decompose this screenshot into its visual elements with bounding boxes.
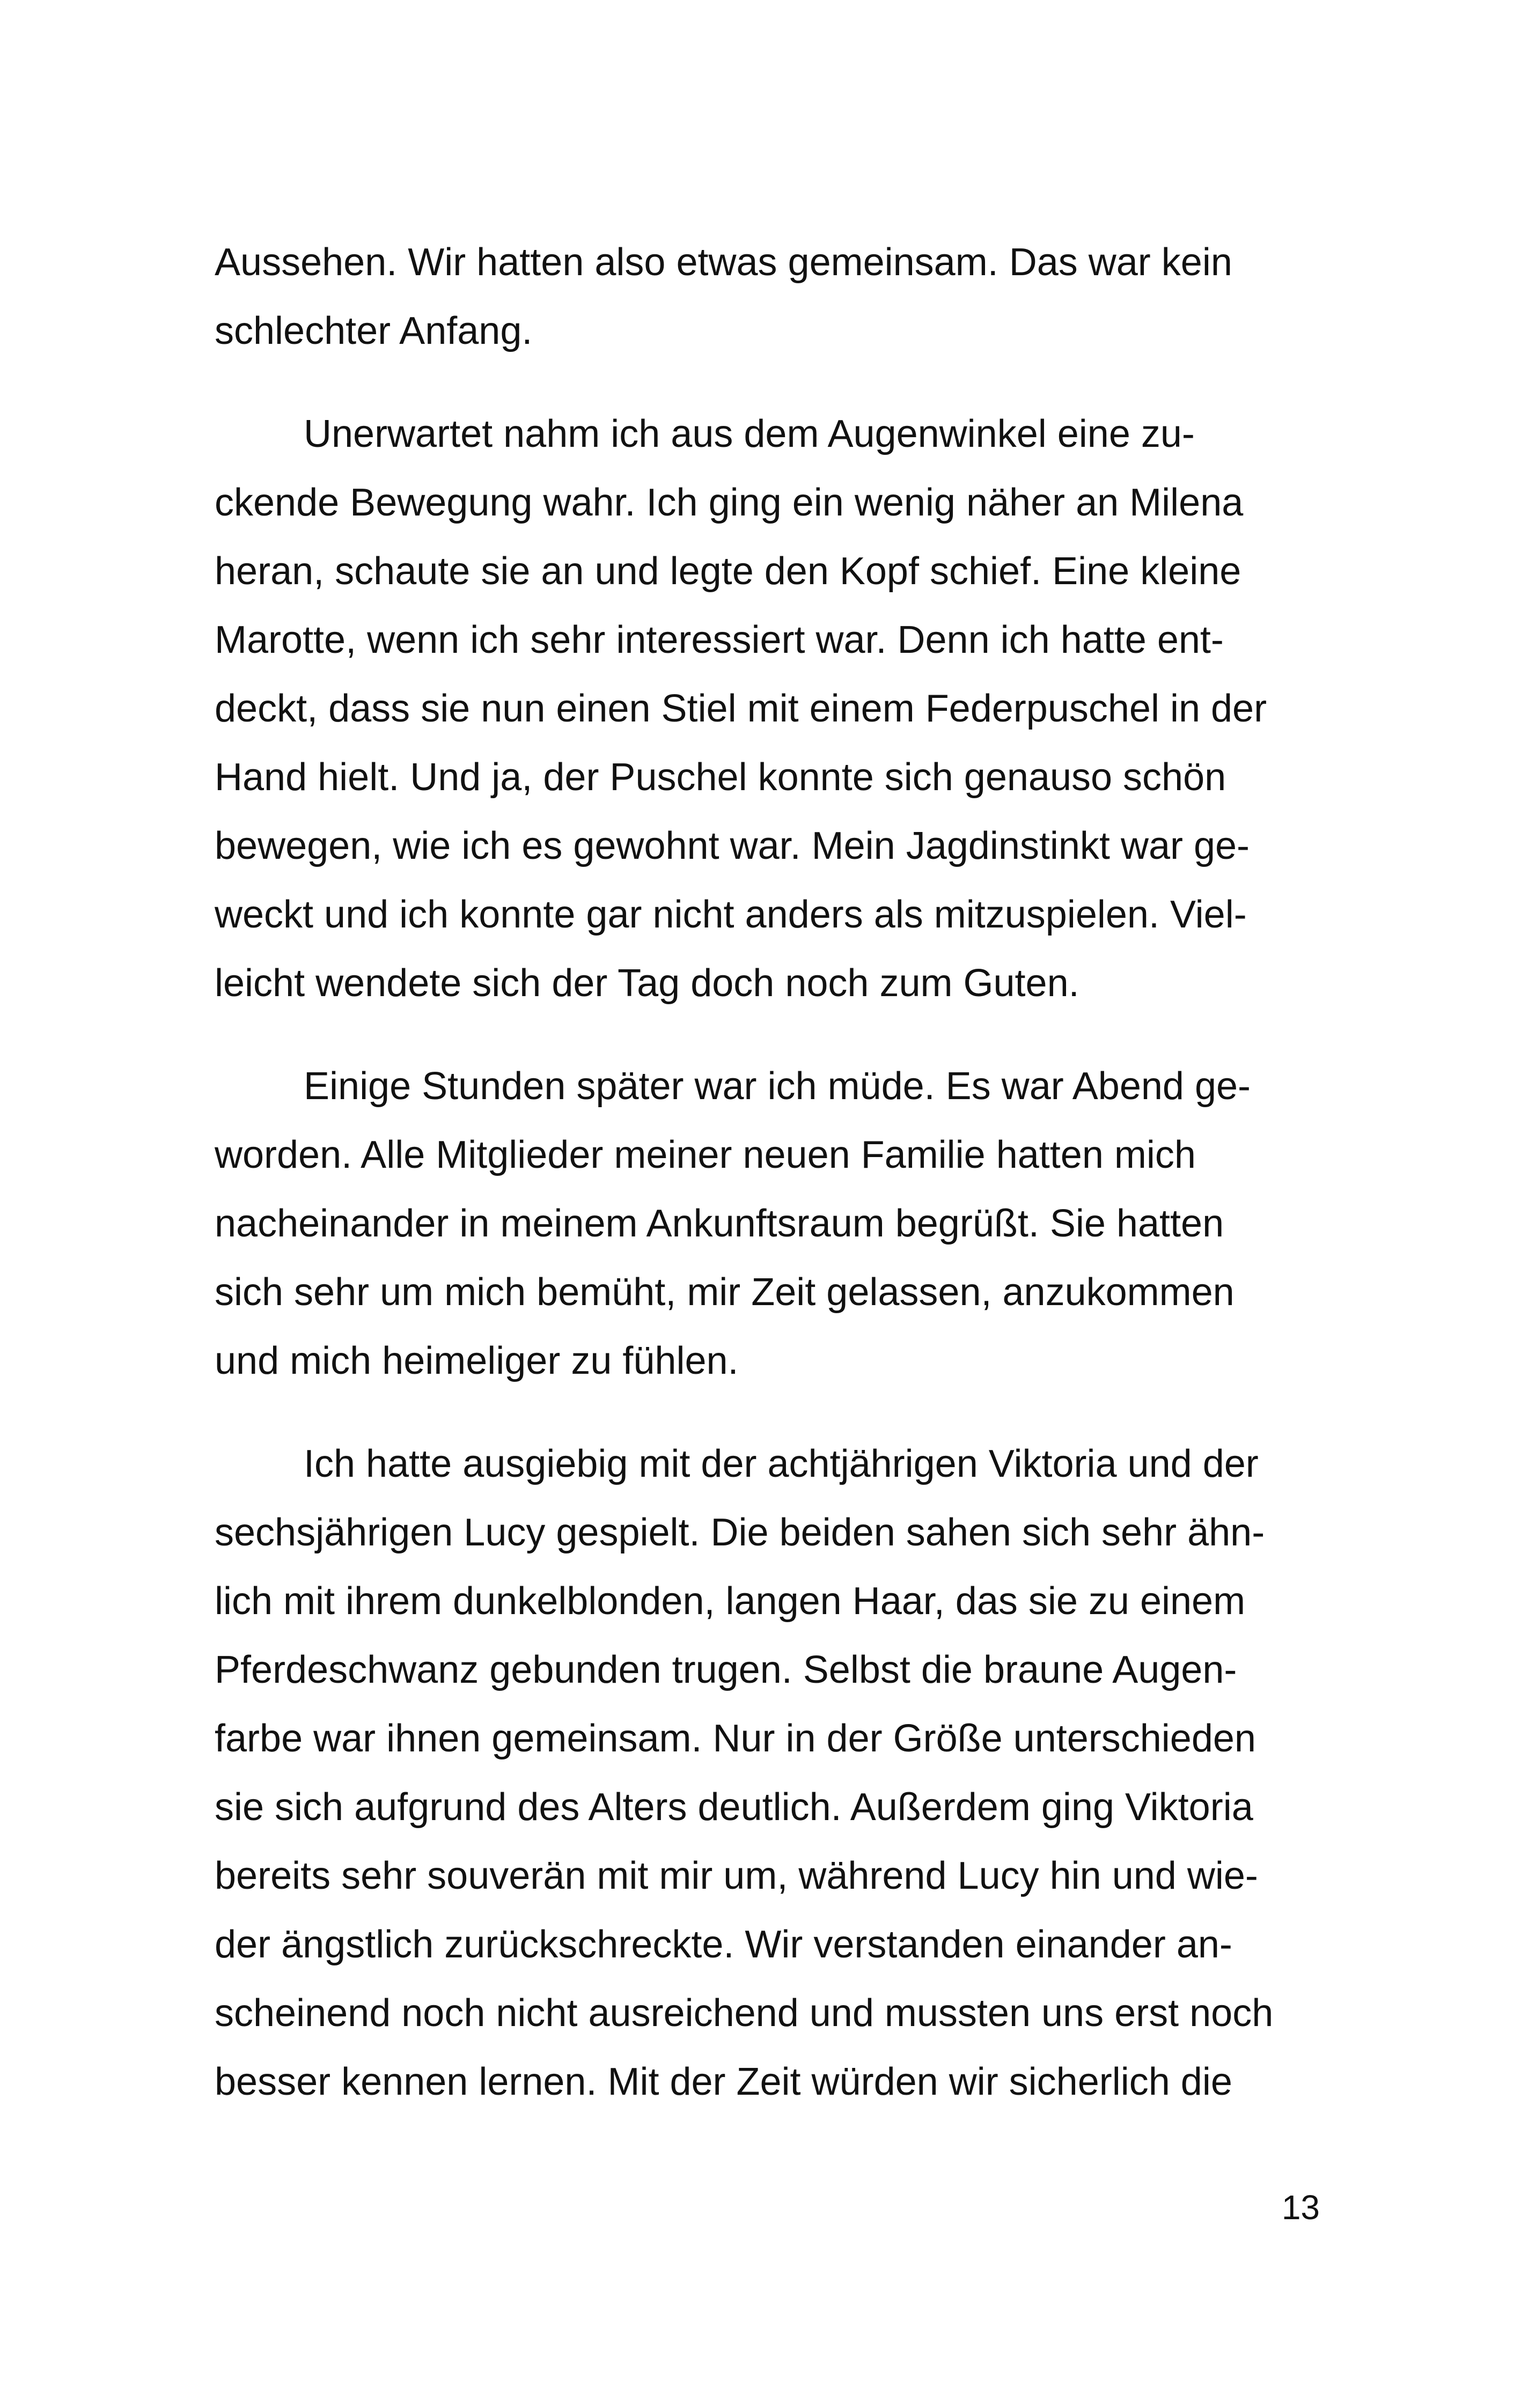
text-line: Marotte, wenn ich sehr interessiert war. Denn ich hatte ent- xyxy=(215,618,1224,661)
page-number: 13 xyxy=(1281,2188,1320,2227)
text-line: Aussehen. Wir hatten also etwas gemeinsam. Das war kein xyxy=(215,241,1232,284)
text-line: ckende Bewegung wahr. Ich ging ein wenig näher an Milena xyxy=(215,481,1244,524)
text-line: weckt und ich konnte gar nicht anders als mitzuspielen. Viel- xyxy=(215,893,1247,936)
text-line: sie sich aufgrund des Alters deutlich. Außerdem ging Viktoria xyxy=(215,1786,1253,1829)
text-line: Unerwartet nahm ich aus dem Augenwinkel eine zu- xyxy=(304,413,1195,455)
text-line: farbe war ihnen gemeinsam. Nur in der Größe unterschieden xyxy=(215,1717,1256,1760)
body-text xyxy=(215,228,1320,2116)
text-line: worden. Alle Mitglieder meiner neuen Familie hatten mich xyxy=(215,1133,1196,1176)
text-line: lich mit ihrem dunkelblonden, langen Haar, das sie zu einem xyxy=(215,1580,1246,1623)
paragraph-2 xyxy=(215,400,1320,1018)
text-line: deckt, dass sie nun einen Stiel mit einem Federpuschel in der xyxy=(215,687,1267,730)
text-line: sechsjährigen Lucy gespielt. Die beiden sahen sich sehr ähn- xyxy=(215,1511,1265,1554)
paragraph-3 xyxy=(215,1052,1320,1395)
text-line: sich sehr um mich bemüht, mir Zeit gelassen, anzukommen xyxy=(215,1271,1235,1314)
text-line: bewegen, wie ich es gewohnt war. Mein Jagdinstinkt war ge- xyxy=(215,824,1250,867)
text-line: und mich heimeliger zu fühlen. xyxy=(215,1339,739,1382)
paragraph-1 xyxy=(215,228,1320,365)
text-line: Einige Stunden später war ich müde. Es war Abend ge- xyxy=(304,1065,1251,1108)
paragraph-4 xyxy=(215,1430,1320,2116)
text-line: nacheinander in meinem Ankunftsraum begrüßt. Sie hatten xyxy=(215,1202,1224,1245)
text-line: schlechter Anfang. xyxy=(215,310,533,352)
text-line: der ängstlich zurückschreckte. Wir verstanden einander an- xyxy=(215,1923,1232,1966)
text-line: Hand hielt. Und ja, der Puschel konnte sich genauso schön xyxy=(215,756,1226,799)
text-line: heran, schaute sie an und legte den Kopf schief. Eine kleine xyxy=(215,550,1241,593)
text-line: Pferdeschwanz gebunden trugen. Selbst die braune Augen- xyxy=(215,1648,1237,1691)
text-line: bereits sehr souverän mit mir um, während Lucy hin und wie- xyxy=(215,1854,1258,1897)
text-line: besser kennen lernen. Mit der Zeit würden wir sicherlich die xyxy=(215,2060,1232,2103)
text-line: Ich hatte ausgiebig mit der achtjährigen Viktoria und der xyxy=(304,1442,1259,1485)
text-line: leicht wendete sich der Tag doch noch zum Guten. xyxy=(215,962,1079,1005)
text-line: scheinend noch nicht ausreichend und mussten uns erst noch xyxy=(215,1992,1274,2035)
